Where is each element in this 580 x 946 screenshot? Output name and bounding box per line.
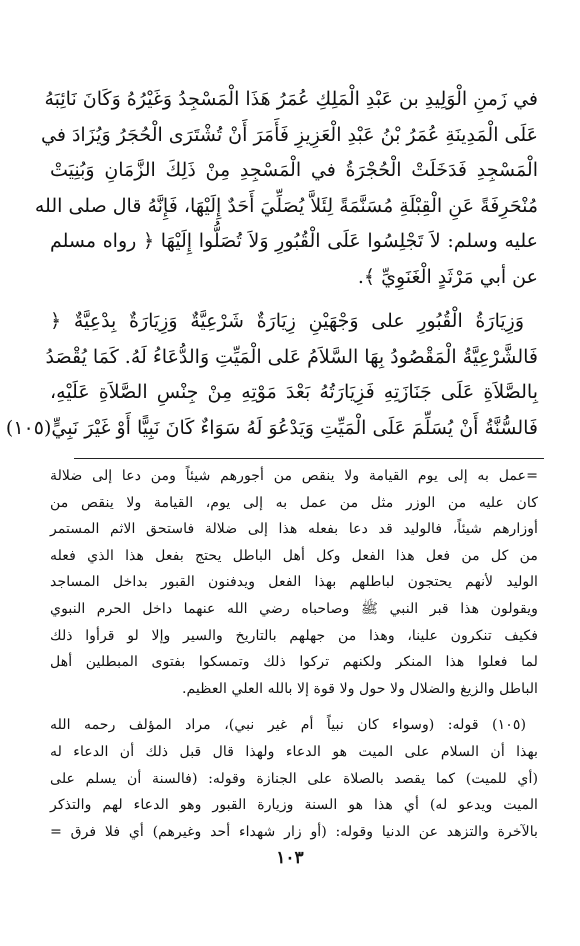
footnote-line: الوليد لأنهم يحتجون لباطلهم بهذا الفعل ويدفنون القبور بداخل المساجد xyxy=(50,574,538,591)
footnote-line: فكيف تنكرون علينا، وهذا من جهلهم بالتاريخ والسير وإلا لو قرأوا ذلك xyxy=(50,627,538,644)
footnote-line: بهذا أن السلام على الميت هو الدعاء ولهذا قال قبل ذلك أن الدعاء له xyxy=(50,743,538,760)
page-number: ١٠٣ xyxy=(276,848,304,868)
text-line: فَالشَّرْعِيَّةُ الْمَقْصُودُ بِهَا السَّلاَمُ عَلى الْمَيِّتِ وَالدُّعَاءُ لَهُ. كَمَا يُقْصَدُ xyxy=(45,345,538,368)
main-text xyxy=(5,82,538,446)
footnote-continuation xyxy=(50,463,538,702)
paragraph-gap xyxy=(50,295,538,304)
footnote-line: الباطل والزيغ والضلال ولا حول ولا قوة إلا بالله العلي العظيم. xyxy=(181,680,538,697)
text-line: الْمَسْجِدِ فَدَخَلَتْ الْحُجْرَةُ في الْمَسْجِدِ مِنْ ذَلِكَ الزَّمَانِ وَبُنِيَتْ xyxy=(50,159,538,181)
footnote-gap xyxy=(50,702,538,712)
paragraph xyxy=(34,82,538,295)
text-line: عليه وسلم: لاَ تَجْلِسُوا عَلَى الْقُبُورِ وَلاَ تُصَلُّوا إِلَيْهَا ﴿ رواه مسلم xyxy=(50,230,538,252)
footnote-line: من كل من فعل هذا الفعل وكل أهل الباطل يحتج بفعل هذا الذي فعله xyxy=(50,547,538,564)
text-line: عن أبي مَرْثَدٍ الْغَنَوِيِّ ﴾. xyxy=(357,265,538,288)
footnote-line: الميت ويدعو له) أي هذا هو السنة وزيارة القبور وهو الدعاء لهم والتذكر xyxy=(50,797,538,814)
text-line: بِالصَّلاَةِ عَلَى جَنَازَتِهِ فَزِيَارَتُهُ بَعْدَ مَوْتِهِ مِنْ جِنْسِ الصَّلاَةِ عَلَيْهِ، xyxy=(50,381,538,403)
footnote-line: كان عليه من الوزر مثل من عمل به إلى يوم، القيامة ولا ينقص من xyxy=(50,494,538,511)
footnote-line: (١٠٥) قوله: (وسواء كان نبياً أم غير نبي)، مراد المؤلف رحمه الله xyxy=(50,717,526,734)
text-line: عَلَى الْمَدِينَةِ عُمَرُ بْنُ عَبْدِ الْعَزِيزِ فَأَمَرَ أَنْ تُشْتَرَى الْحُجَرُ وَيُزَادَ في xyxy=(41,123,538,146)
text-line: وَزِيَارَةُ الْقُبُورِ على وَجْهَيْنِ زِيَارَةٌ شَرْعِيَّةٌ وَزِيَارَةٌ بِدْعِيَّةٌ ﴿ xyxy=(50,310,524,332)
text-line: فَالسُّنَّةُ أَنْ يُسَلِّمَ عَلَى الْمَيِّتِ وَيَدْعُوَ لَهُ سَوَاءٌ كَانَ نَبِيًّا أَوْ غَيْرَ نَبِيٍّ(١٠٥) xyxy=(5,416,538,439)
paragraph xyxy=(5,304,538,446)
footnote-line: ويقولون هذا قبر النبي ﷺ وصاحباه رضي الله عنهما داخل الحرم النبوي xyxy=(50,600,538,617)
footnote-line: بالآخرة والتزهد عن الدنيا وقوله: (أو زار شهداء أحد وغيرهم) أي فلا فرق = xyxy=(50,823,538,840)
text-line: مُنْحَرِفَةً عَنِ الْقِبْلَةِ مُسَنَّمَةً لِئَلاَّ يُصَلِّيَ أَحَدٌ إِلَيْهَا، فَإِنَّهُ قال صلى الله xyxy=(34,194,538,217)
footnote-105 xyxy=(50,712,538,845)
footnote-separator xyxy=(74,458,544,459)
footnote-line: (أي للميت) كما يقصد بالصلاة على الجنازة وقوله: (فالسنة أن يسلم على xyxy=(50,770,538,787)
footnote-line: =عمل به إلى يوم القيامة ولا ينقص من أجورهم شيئاً ومن دعا إلى ضلالة xyxy=(50,468,538,484)
footnotes xyxy=(50,463,538,845)
footnote-line: لما فعلوا هذا المنكر ولكنهم تركوا ذلك وتمسكوا بفتوى المبطلين أهل xyxy=(50,654,538,671)
text-line: في زَمنِ الْوَلِيدِ بن عَبْدِ الْمَلِكِ عُمَرُ هَذَا الْمَسْجِدُ وَغَيْرُهُ وَكَانَ نَائِبَهُ xyxy=(44,88,538,110)
footnote-line: أوزارهم شيئاً، فالوليد قد دعا بفعله هذا إلى ضلالة فاستحق الاثم المستمر xyxy=(50,521,538,538)
